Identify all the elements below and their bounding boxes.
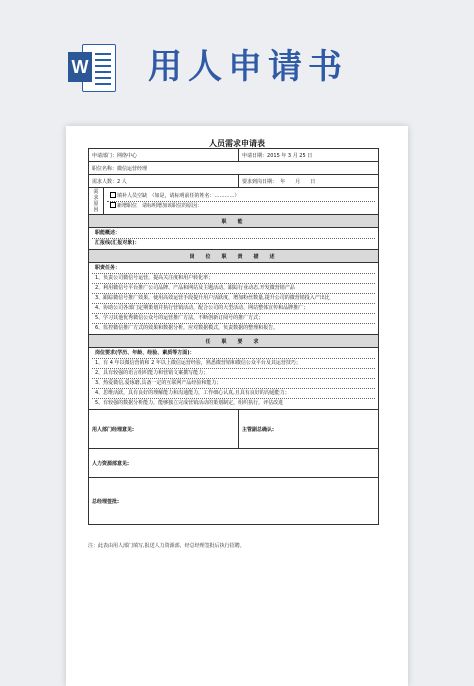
duties-block <box>89 263 379 335</box>
reason-label-cell: 需求原因 <box>89 188 104 215</box>
requirement-item: 1、有 4 年以微信营销和 2 年以上微信运营经验，熟悉微营销和微信公众平台及其运营技巧； <box>92 359 375 369</box>
requirement-item: 5、有较强的数据分析能力，能够独立完成营销活动的策划制定，组织执行，评估改进 <box>95 400 284 406</box>
requirement-item: 3、热爱微信,爱琢磨,具备一定的互联网产品经验和能力； <box>92 379 375 389</box>
requirements-block <box>89 348 379 410</box>
reason-option-new[interactable]: 新增职位 请标明增加该职位的原因： <box>107 202 375 211</box>
headcount-value: 2 人 <box>117 178 127 185</box>
footnote: 注：此表由用人部门填写,报送人力资源部，经总经理签批后执行招聘。 <box>88 543 245 549</box>
document-page <box>66 126 408 686</box>
requirement-item: 4、思维活跃，具有良好的理解能力和沟通能力，工作细心认真,且具有良好的沟通能力； <box>92 389 375 399</box>
date-label: 申请日期： <box>242 152 268 159</box>
arrival-value: 年 月 日 <box>280 178 316 185</box>
headcount-cell <box>89 175 239 188</box>
checkbox-icon[interactable] <box>110 192 116 198</box>
checkbox-icon[interactable] <box>110 202 116 208</box>
date-value: 2015 年 3 月 25 日 <box>267 152 313 159</box>
function-block <box>89 228 379 250</box>
gm-approval[interactable]: 总经理签批: <box>89 478 379 525</box>
section-requirements: 任 职 要 求 <box>89 335 379 348</box>
duty-item: 5、学习其他优秀微信公众号的运营推广方法，不断创新订阅号的推广方式； <box>92 314 375 324</box>
overview-label: 职能概述： <box>92 229 375 239</box>
supervisor-confirm[interactable]: 主管副总确认: <box>239 410 379 449</box>
date-cell <box>239 149 379 162</box>
reason-option-vacancy[interactable]: 填补人员空缺 （如是，请标明前任的姓名：…………） <box>107 192 375 202</box>
report-label: 汇报线(汇报对象)： <box>95 240 140 246</box>
word-badge: W <box>68 52 92 82</box>
dept-cell: 申请部门：网络中心 <box>89 149 239 162</box>
section-function: 职 能 <box>89 215 379 228</box>
duty-item: 4、协助公司各部门定期策划并执行营销活动，配合公司的大型活动，网站整体宣传和品牌推广； <box>92 304 375 314</box>
section-duties: 岗 位 职 责 描 述 <box>89 250 379 263</box>
form-title: 人员需求申请表 <box>209 138 265 148</box>
reason-options <box>104 188 379 215</box>
hr-opinion[interactable]: 人力资源部意见: <box>89 449 379 478</box>
word-app-icon <box>68 42 116 92</box>
requirements-label: 岗位要求(学历、年龄、经验、素质等方面)： <box>92 349 375 359</box>
requirement-item: 2、具有较强的语言组织能力和营销文案撰写能力； <box>92 369 375 379</box>
banner-title: 用人申请书 <box>148 47 348 87</box>
arrival-cell <box>239 175 379 188</box>
duty-item: 2、利用微信号平台推广公司品牌、产品和网站及主题活动，跟踪行业动态,开发微营销产品 <box>92 284 375 294</box>
dept-manager-opinion[interactable]: 用人部门经理意见: <box>89 410 239 449</box>
duties-label: 职责任务： <box>92 264 375 274</box>
arrival-label: 要求到岗日期： <box>242 178 278 185</box>
requisition-table <box>88 148 379 525</box>
duty-item: 6、监控微信推广方式的效果和数据分析，应对数据模式，负责数据的整理和报告。 <box>95 325 279 331</box>
position-cell: 职位名称：微信运营经理 <box>89 162 379 175</box>
duty-item: 1、负责公司微信号运营，提高关注度和用户转化率； <box>92 274 375 284</box>
duty-item: 3、跟踪微信号推广效果，使用高效运营手段提升用户活跃度，增加粉丝数量,提升公司的微营销投入产出比 <box>92 294 375 304</box>
headcount-label: 需求人数： <box>92 178 118 185</box>
